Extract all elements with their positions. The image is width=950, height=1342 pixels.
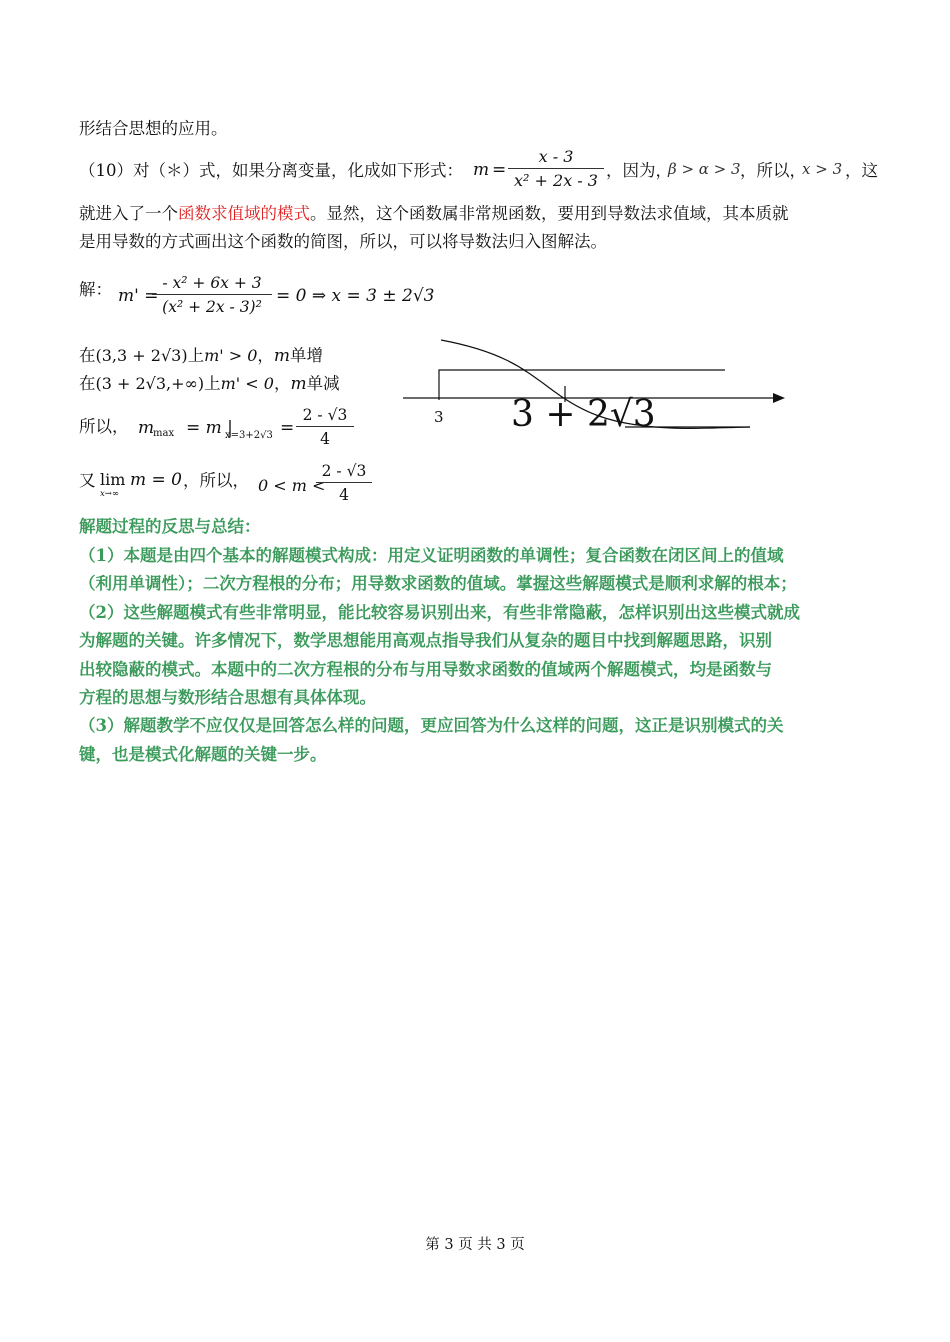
reflection-line: （利用单调性）；二次方程根的分布；用导数求函数的值域。掌握这些解题模式是顺利求解的根本； bbox=[79, 574, 797, 593]
max-at: x=3+2√3 bbox=[225, 430, 273, 441]
mprime-rhs: = 0 ⇒ x = 3 ± 2√3 bbox=[276, 286, 435, 306]
graph-label-peak: 3 + 2√3 bbox=[511, 394, 656, 435]
inc-text-c: ， bbox=[257, 346, 274, 365]
max-lhs: m bbox=[138, 418, 155, 438]
max-eq2: = bbox=[280, 418, 295, 438]
reflection-line: （1）本题是由四个基本的解题模式构成：用定义证明函数的单调性；复合函数在闭区间上的值域 bbox=[79, 546, 784, 565]
reflection-title: 解题过程的反思与总结： bbox=[79, 517, 261, 536]
p10-so: ，所以， bbox=[740, 161, 806, 180]
dec-interval: (3 + 2√3,+∞) bbox=[95, 374, 205, 393]
reflection-line: 为解题的关键。许多情况下，数学思想能用高观点指导我们从复杂的题目中找到解题思路，识别 bbox=[79, 631, 772, 650]
mprime-lhs: m' = bbox=[118, 286, 159, 306]
p11-highlight: 函数求值域的模式 bbox=[178, 204, 310, 223]
inc-text-b: 上 bbox=[187, 346, 205, 365]
lim-op: lim bbox=[100, 470, 126, 489]
lim-under: x→∞ bbox=[100, 489, 119, 499]
intro-line-3 bbox=[79, 200, 789, 228]
intro-line-1: 形结合思想的应用。 bbox=[79, 119, 228, 138]
inc-text-d: 单增 bbox=[290, 346, 324, 365]
p10-end: ，这 bbox=[845, 161, 878, 180]
reflection-line: 出较隐蔽的模式。本题中的二次方程根的分布与用导数求函数的值域两个解题模式，均是函数与 bbox=[79, 660, 772, 679]
lim-text-b: ，所以， bbox=[183, 471, 249, 490]
p10-cond2: x > 3 bbox=[802, 160, 843, 178]
max-fraction bbox=[296, 404, 354, 451]
reflection-line: 方程的思想与数形结合思想有具体体现。 bbox=[79, 688, 376, 707]
lim-ineq: 0 < m < bbox=[258, 476, 326, 495]
solution-label: 解： bbox=[79, 280, 112, 299]
dec-text-c: ， bbox=[273, 374, 291, 393]
increasing-line bbox=[79, 342, 323, 370]
p10-cond1: β > α > 3 bbox=[668, 160, 741, 178]
lim-text-a: 又 bbox=[79, 471, 96, 490]
dec-text-a: 在 bbox=[79, 374, 96, 393]
p10-eq: = bbox=[492, 160, 507, 180]
max-eq: = m | bbox=[186, 418, 233, 438]
lim-fraction bbox=[316, 460, 372, 507]
inc-text-a: 在 bbox=[79, 346, 96, 365]
decreasing-line bbox=[79, 370, 340, 398]
dec-m: m bbox=[290, 374, 307, 394]
reflection-line: （3）解题教学不应仅仅是回答怎么样的问题，更应回答为什么这样的问题，这正是识别模式的关 bbox=[79, 716, 784, 735]
mprime-denominator: (x² + 2x - 3)² bbox=[162, 298, 262, 316]
mprime-fraction bbox=[152, 272, 272, 319]
p10-fraction bbox=[508, 146, 604, 193]
max-numerator: 2 - √3 bbox=[302, 406, 348, 424]
dec-cond: m' < 0 bbox=[220, 374, 274, 393]
intro-p10-prefix: （10）对（＊）式，如果分离变量，化成如下形式： bbox=[79, 161, 463, 180]
max-text-a: 所以， bbox=[79, 417, 129, 436]
reflection-line: （2）这些解题模式有些非常明显，能比较容易识别出来，有些非常隐蔽，怎样识别出这些模式就成 bbox=[79, 603, 800, 622]
lim-expr: m = 0 bbox=[130, 470, 182, 490]
lim-denominator: 4 bbox=[339, 486, 349, 504]
p10-because: ，因为， bbox=[606, 161, 672, 180]
p10-denominator: x² + 2x - 3 bbox=[514, 171, 598, 190]
inc-cond: m' > 0 bbox=[204, 346, 258, 365]
inc-m: m bbox=[273, 346, 291, 366]
max-sub: max bbox=[153, 428, 175, 439]
inc-interval: (3,3 + 2√3) bbox=[95, 346, 188, 365]
dec-text-d: 单减 bbox=[306, 374, 340, 393]
lim-numerator: 2 - √3 bbox=[321, 462, 367, 480]
dec-text-b: 上 bbox=[204, 374, 221, 393]
graph-label-3: 3 bbox=[434, 408, 444, 426]
intro-line-4: 是用导数的方式画出这个函数的简图，所以，可以将导数法归入图解法。 bbox=[79, 232, 607, 251]
p10-numerator: x - 3 bbox=[538, 147, 574, 166]
x-axis-arrow bbox=[773, 393, 785, 403]
p11-text-b: 。显然，这个函数属非常规函数，要用到导数法求值域，其本质就 bbox=[310, 204, 789, 223]
max-denominator: 4 bbox=[320, 430, 330, 448]
mprime-numerator: - x² + 6x + 3 bbox=[162, 274, 262, 292]
page-footer: 第 3 页 共 3 页 bbox=[425, 1237, 525, 1253]
p11-text-a: 就进入了一个 bbox=[79, 204, 178, 223]
p10-m: m bbox=[473, 160, 490, 180]
reflection-line: 键，也是模式化解题的关键一步。 bbox=[79, 745, 327, 764]
